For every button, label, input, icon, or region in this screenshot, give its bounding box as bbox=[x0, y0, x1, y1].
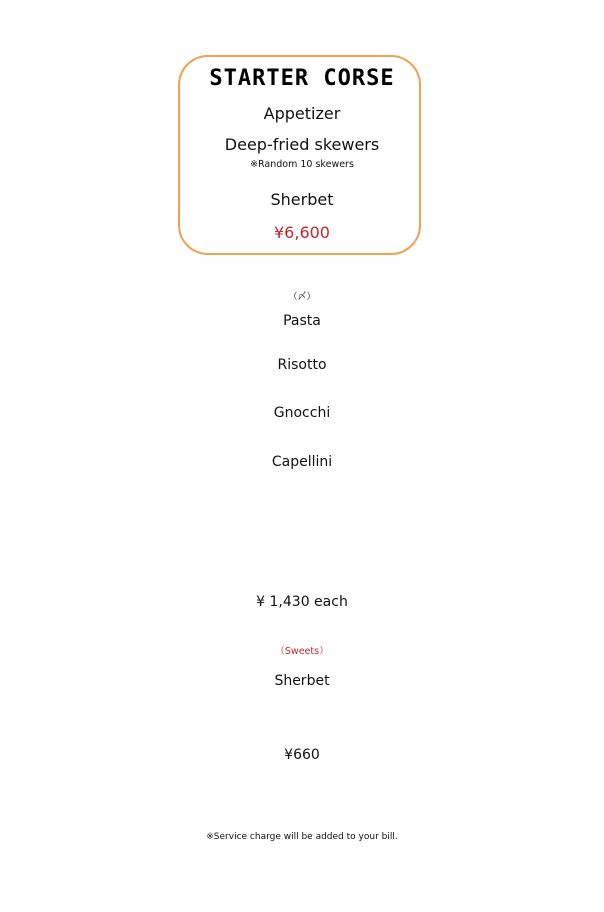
skewer-note: ※Random 10 skewers bbox=[250, 159, 354, 170]
sweets-item-sherbet: Sherbet bbox=[274, 673, 330, 689]
service-charge-note: ※Service charge will be added to your bill. bbox=[206, 832, 398, 842]
sweets-section-header: （Sweets） bbox=[275, 646, 329, 657]
course-price: ¥6,600 bbox=[274, 223, 330, 242]
course-item-sherbet: Sherbet bbox=[270, 190, 334, 209]
menu-item-gnocchi: Gnocchi bbox=[273, 405, 331, 421]
menu-item-risotto: Risotto bbox=[277, 357, 327, 373]
sweets-price: ¥660 bbox=[284, 747, 320, 763]
menu-item-pasta: Pasta bbox=[283, 313, 321, 329]
pasta-section-header: （〆） bbox=[288, 292, 316, 302]
course-item-appetizer: Appetizer bbox=[263, 104, 341, 123]
menu-item-capellini: Capellini bbox=[271, 454, 333, 470]
pasta-price: ¥ 1,430 each bbox=[256, 594, 348, 610]
course-item-skewers: Deep-fried skewers bbox=[224, 135, 380, 154]
course-title: STARTER CORSE bbox=[209, 66, 395, 91]
